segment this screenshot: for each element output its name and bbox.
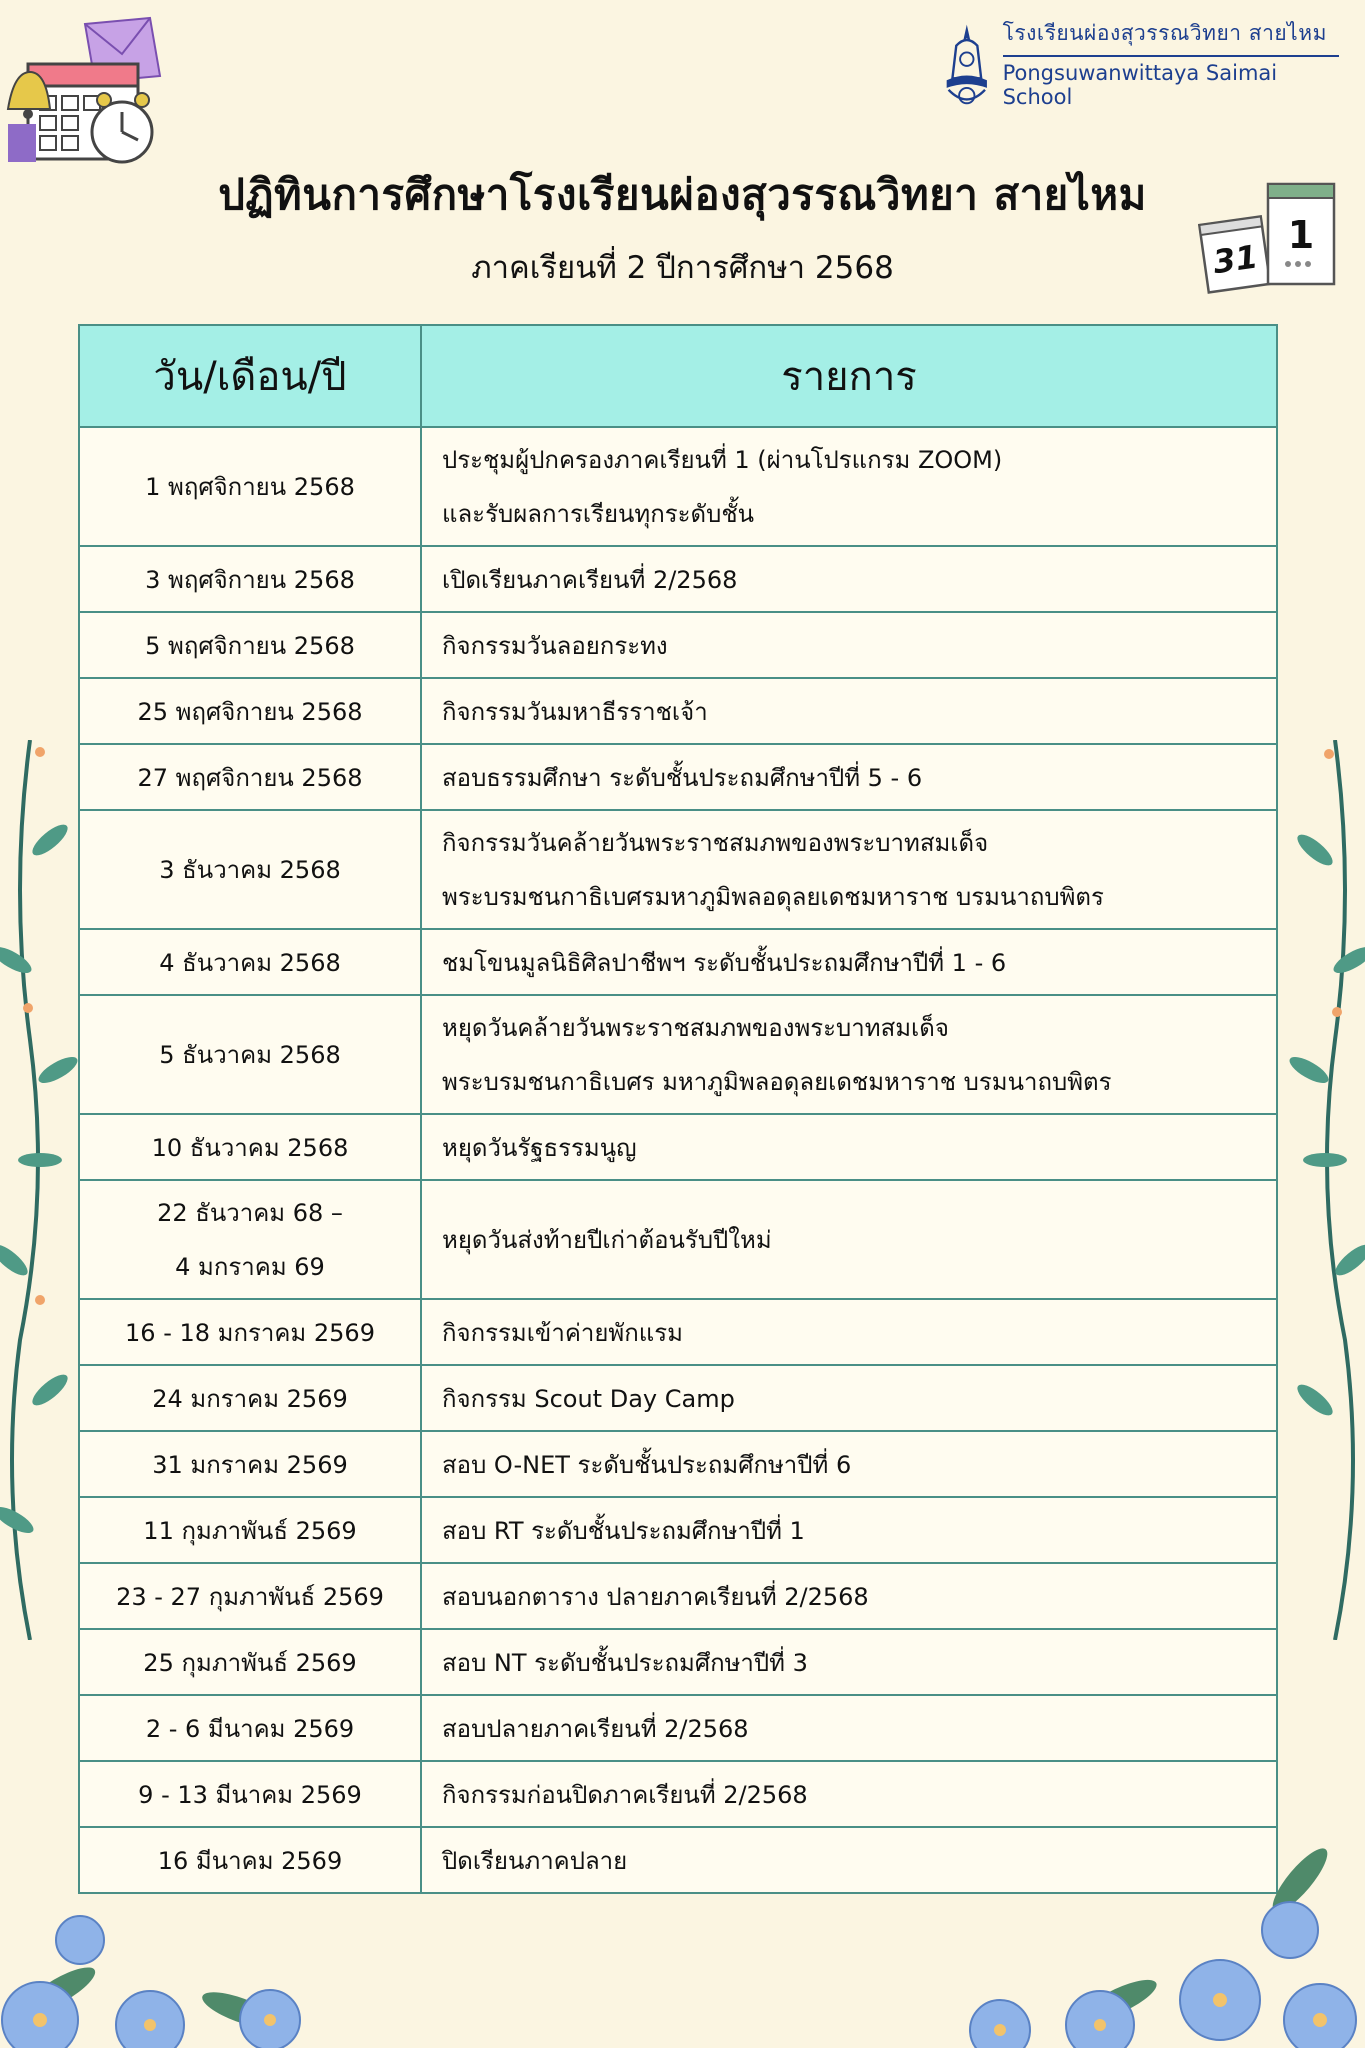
row-event-line: กิจกรรม Scout Day Camp [442,1384,735,1413]
row-date [79,1365,421,1431]
row-event [421,1114,1277,1180]
table-row [79,1629,1277,1695]
row-date-line: 4 มกราคม 69 [175,1252,325,1281]
vine-decoration-left [0,740,80,1640]
row-date [79,1114,421,1180]
row-date [79,612,421,678]
row-date [79,1629,421,1695]
row-event-line: สอบนอกตาราง ปลายภาคเรียนที่ 2/2568 [442,1582,869,1611]
page-title: ปฏิทินการศึกษาโรงเรียนผ่องสุวรรณวิทยา สายไหม [218,170,1147,219]
row-event-line: พระบรมชนกาธิเบศรมหาภูมิพลอดุลยเดชมหาราช บรมนาถบพิตร [442,882,1104,911]
row-date-line: 5 พฤศจิกายน 2568 [145,631,355,660]
row-event [421,1563,1277,1629]
row-event-line: กิจกรรมวันคล้ายวันพระราชสมภพของพระบาทสมเด็จ [442,828,989,857]
table-body [79,427,1277,1893]
row-event-line: ปิดเรียนภาคปลาย [442,1846,628,1875]
row-date [79,678,421,744]
row-date-line: 16 - 18 มกราคม 2569 [125,1318,375,1347]
row-event-line: กิจกรรมเข้าค่ายพักแรม [442,1318,683,1347]
row-date [79,1180,421,1299]
row-event [421,612,1277,678]
row-date-line: 11 กุมภาพันธ์ 2569 [143,1516,357,1545]
row-event [421,1629,1277,1695]
table-row [79,995,1277,1114]
table-row [79,546,1277,612]
row-date [79,1563,421,1629]
row-date [79,810,421,929]
row-event-line: สอบธรรมศึกษา ระดับชั้นประถมศึกษาปีที่ 5 - 6 [442,763,923,792]
row-date-line: 3 พฤศจิกายน 2568 [145,565,355,594]
row-event-line: และรับผลการเรียนทุกระดับชั้น [442,499,755,528]
header-event: รายการ [421,325,1277,427]
row-date-line: 25 พฤศจิกายน 2568 [137,697,363,726]
row-date-line: 3 ธันวาคม 2568 [159,855,341,884]
row-date-line: 10 ธันวาคม 2568 [151,1133,349,1162]
row-date-line: 9 - 13 มีนาคม 2569 [138,1780,362,1809]
calendar-table [78,324,1278,1894]
row-date-line: 1 พฤศจิกายน 2568 [145,472,355,501]
row-date-line: 16 มีนาคม 2569 [157,1846,343,1875]
row-event-line: พระบรมชนกาธิเบศร มหาภูมิพลอดุลยเดชมหาราช บรมนาถบพิตร [442,1067,1112,1096]
row-event [421,1761,1277,1827]
table-row [79,678,1277,744]
row-event-line: หยุดวันส่งท้ายปีเก่าต้อนรับปีใหม่ [442,1225,772,1254]
row-event-line: สอบ O-NET ระดับชั้นประถมศึกษาปีที่ 6 [442,1450,852,1479]
row-date-line: 24 มกราคม 2569 [152,1384,348,1413]
row-date [79,1695,421,1761]
row-event-line: ประชุมผู้ปกครองภาคเรียนที่ 1 (ผ่านโปรแกรม ZOOM) [442,445,1003,474]
table-row [79,612,1277,678]
row-date-line: 23 - 27 กุมภาพันธ์ 2569 [116,1582,384,1611]
row-event [421,427,1277,546]
row-date [79,744,421,810]
table-row [79,1365,1277,1431]
row-date [79,1299,421,1365]
table-row [79,1114,1277,1180]
table-row [79,1761,1277,1827]
row-event [421,995,1277,1114]
row-event [421,1695,1277,1761]
tearoff-day-right: 1 [1287,213,1315,257]
row-event [421,929,1277,995]
tearoff-calendar-illustration [1198,176,1343,306]
row-event [421,546,1277,612]
table-row [79,1695,1277,1761]
calendar-bell-illustration [0,14,195,164]
vine-decoration-right [1285,740,1365,1640]
row-event-line: กิจกรรมวันมหาธีรราชเจ้า [442,697,708,726]
row-event-line: กิจกรรมวันลอยกระทง [442,631,668,660]
table-row [79,929,1277,995]
row-event [421,1180,1277,1299]
page-subtitle: ภาคเรียนที่ 2 ปีการศึกษา 2568 [471,250,894,286]
table-row [79,810,1277,929]
row-date-line: 27 พฤศจิกายน 2568 [137,763,363,792]
table-row [79,1180,1277,1299]
row-date [79,1761,421,1827]
school-logo [939,18,1339,108]
row-date [79,1431,421,1497]
tearoff-day-left: 31 [1210,237,1261,282]
row-event [421,1365,1277,1431]
blue-flower-decoration [0,1820,1365,2048]
row-date-line: 25 กุมภาพันธ์ 2569 [143,1648,357,1677]
table-row [79,1563,1277,1629]
row-event-line: หยุดวันคล้ายวันพระราชสมภพของพระบาทสมเด็จ [442,1013,949,1042]
row-date-line: 5 ธันวาคม 2568 [159,1040,341,1069]
row-event-line: สอบ NT ระดับชั้นประถมศึกษาปีที่ 3 [442,1648,808,1677]
header-date: วัน/เดือน/ปี [79,325,421,427]
row-event-line: สอบ RT ระดับชั้นประถมศึกษาปีที่ 1 [442,1516,805,1545]
row-event [421,744,1277,810]
table-row [79,1431,1277,1497]
row-date [79,929,421,995]
row-date-line: 4 ธันวาคม 2568 [159,948,341,977]
row-event-line: ชมโขนมูลนิธิศิลปาชีพฯ ระดับชั้นประถมศึกษาปีที่ 1 - 6 [442,948,1007,977]
table-row [79,1497,1277,1563]
row-event [421,1497,1277,1563]
table-row [79,744,1277,810]
row-date [79,1497,421,1563]
row-event-line: สอบปลายภาคเรียนที่ 2/2568 [442,1714,749,1743]
school-crest-icon [939,19,995,107]
row-event [421,678,1277,744]
table-row [79,427,1277,546]
row-date [79,427,421,546]
row-date-line: 2 - 6 มีนาคม 2569 [145,1714,355,1743]
table-header-row [79,325,1277,427]
row-event [421,810,1277,929]
row-date [79,546,421,612]
row-event [421,1431,1277,1497]
row-event-line: เปิดเรียนภาคเรียนที่ 2/2568 [442,565,738,594]
table-row [79,1299,1277,1365]
row-event-line: กิจกรรมก่อนปิดภาคเรียนที่ 2/2568 [442,1780,808,1809]
row-date-line: 22 ธันวาคม 68 – [157,1198,343,1227]
row-event [421,1299,1277,1365]
school-name-thai: โรงเรียนผ่องสุวรรณวิทยา สายไหม [1003,17,1339,57]
row-event-line: หยุดวันรัฐธรรมนูญ [442,1133,637,1162]
school-name-english: Pongsuwanwittaya Saimai School [1002,61,1278,109]
row-date-line: 31 มกราคม 2569 [152,1450,348,1479]
row-date [79,995,421,1114]
